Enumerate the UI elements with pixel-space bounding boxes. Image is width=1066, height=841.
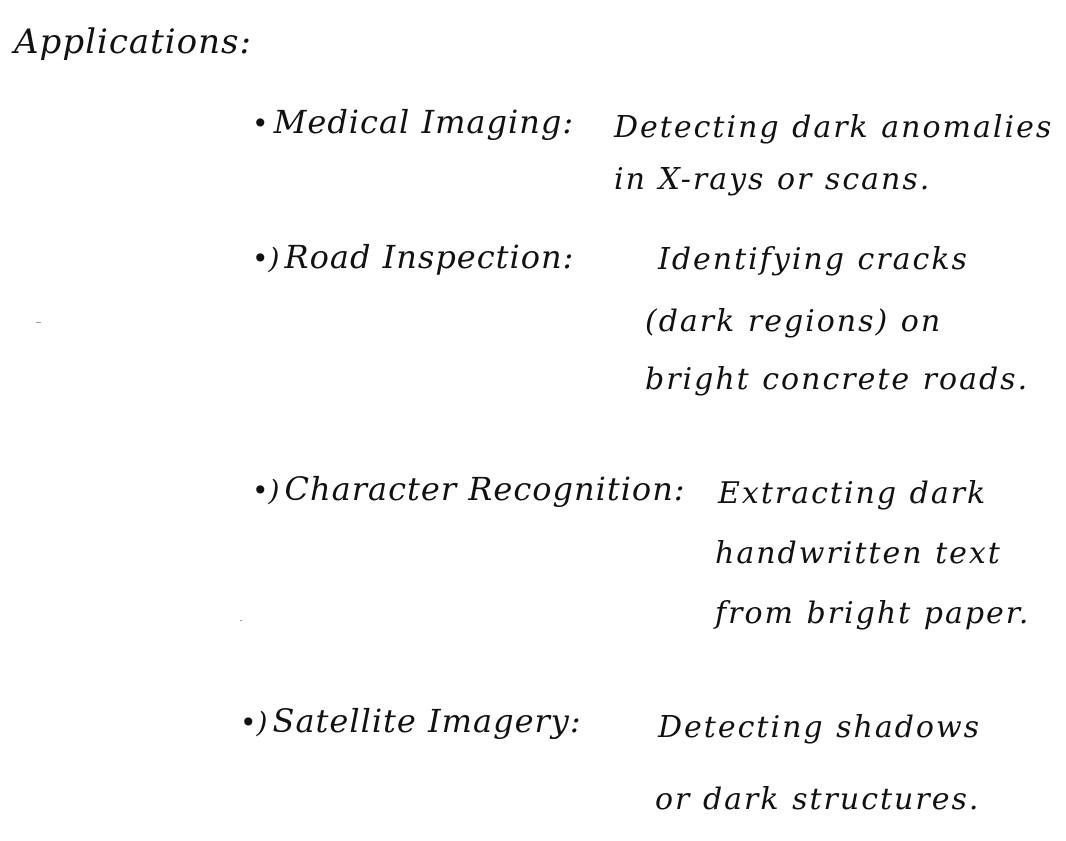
- bullet: •): [252, 242, 280, 275]
- description-line: in X-rays or scans.: [614, 162, 932, 197]
- description-line: or dark structures.: [655, 782, 981, 817]
- description-line: (dark regions) on: [645, 304, 943, 339]
- application-term: Road Inspection:: [284, 238, 575, 276]
- page-heading: Applications:: [14, 22, 252, 62]
- paper-speck: [36, 322, 41, 323]
- application-term: Medical Imaging:: [273, 103, 575, 141]
- application-term: Character Recognition:: [284, 470, 686, 508]
- bullet: •): [240, 706, 268, 739]
- description-line: Detecting dark anomalies: [614, 110, 1054, 145]
- application-item-medical-imaging: [252, 103, 574, 141]
- application-item-satellite-imagery: [240, 702, 582, 740]
- description-line: from bright paper.: [715, 596, 1031, 631]
- description-line: handwritten text: [715, 536, 1002, 571]
- description-line: Detecting shadows: [658, 710, 982, 745]
- application-item-road-inspection: [252, 238, 574, 276]
- description-line: Identifying cracks: [658, 242, 969, 277]
- paper-speck: [240, 620, 242, 621]
- application-item-character-recognition: [252, 470, 686, 508]
- description-line: Extracting dark: [718, 476, 988, 511]
- description-line: bright concrete roads.: [645, 362, 1030, 397]
- bullet: •: [252, 107, 269, 140]
- bullet: •): [252, 474, 280, 507]
- application-term: Satellite Imagery:: [272, 702, 582, 740]
